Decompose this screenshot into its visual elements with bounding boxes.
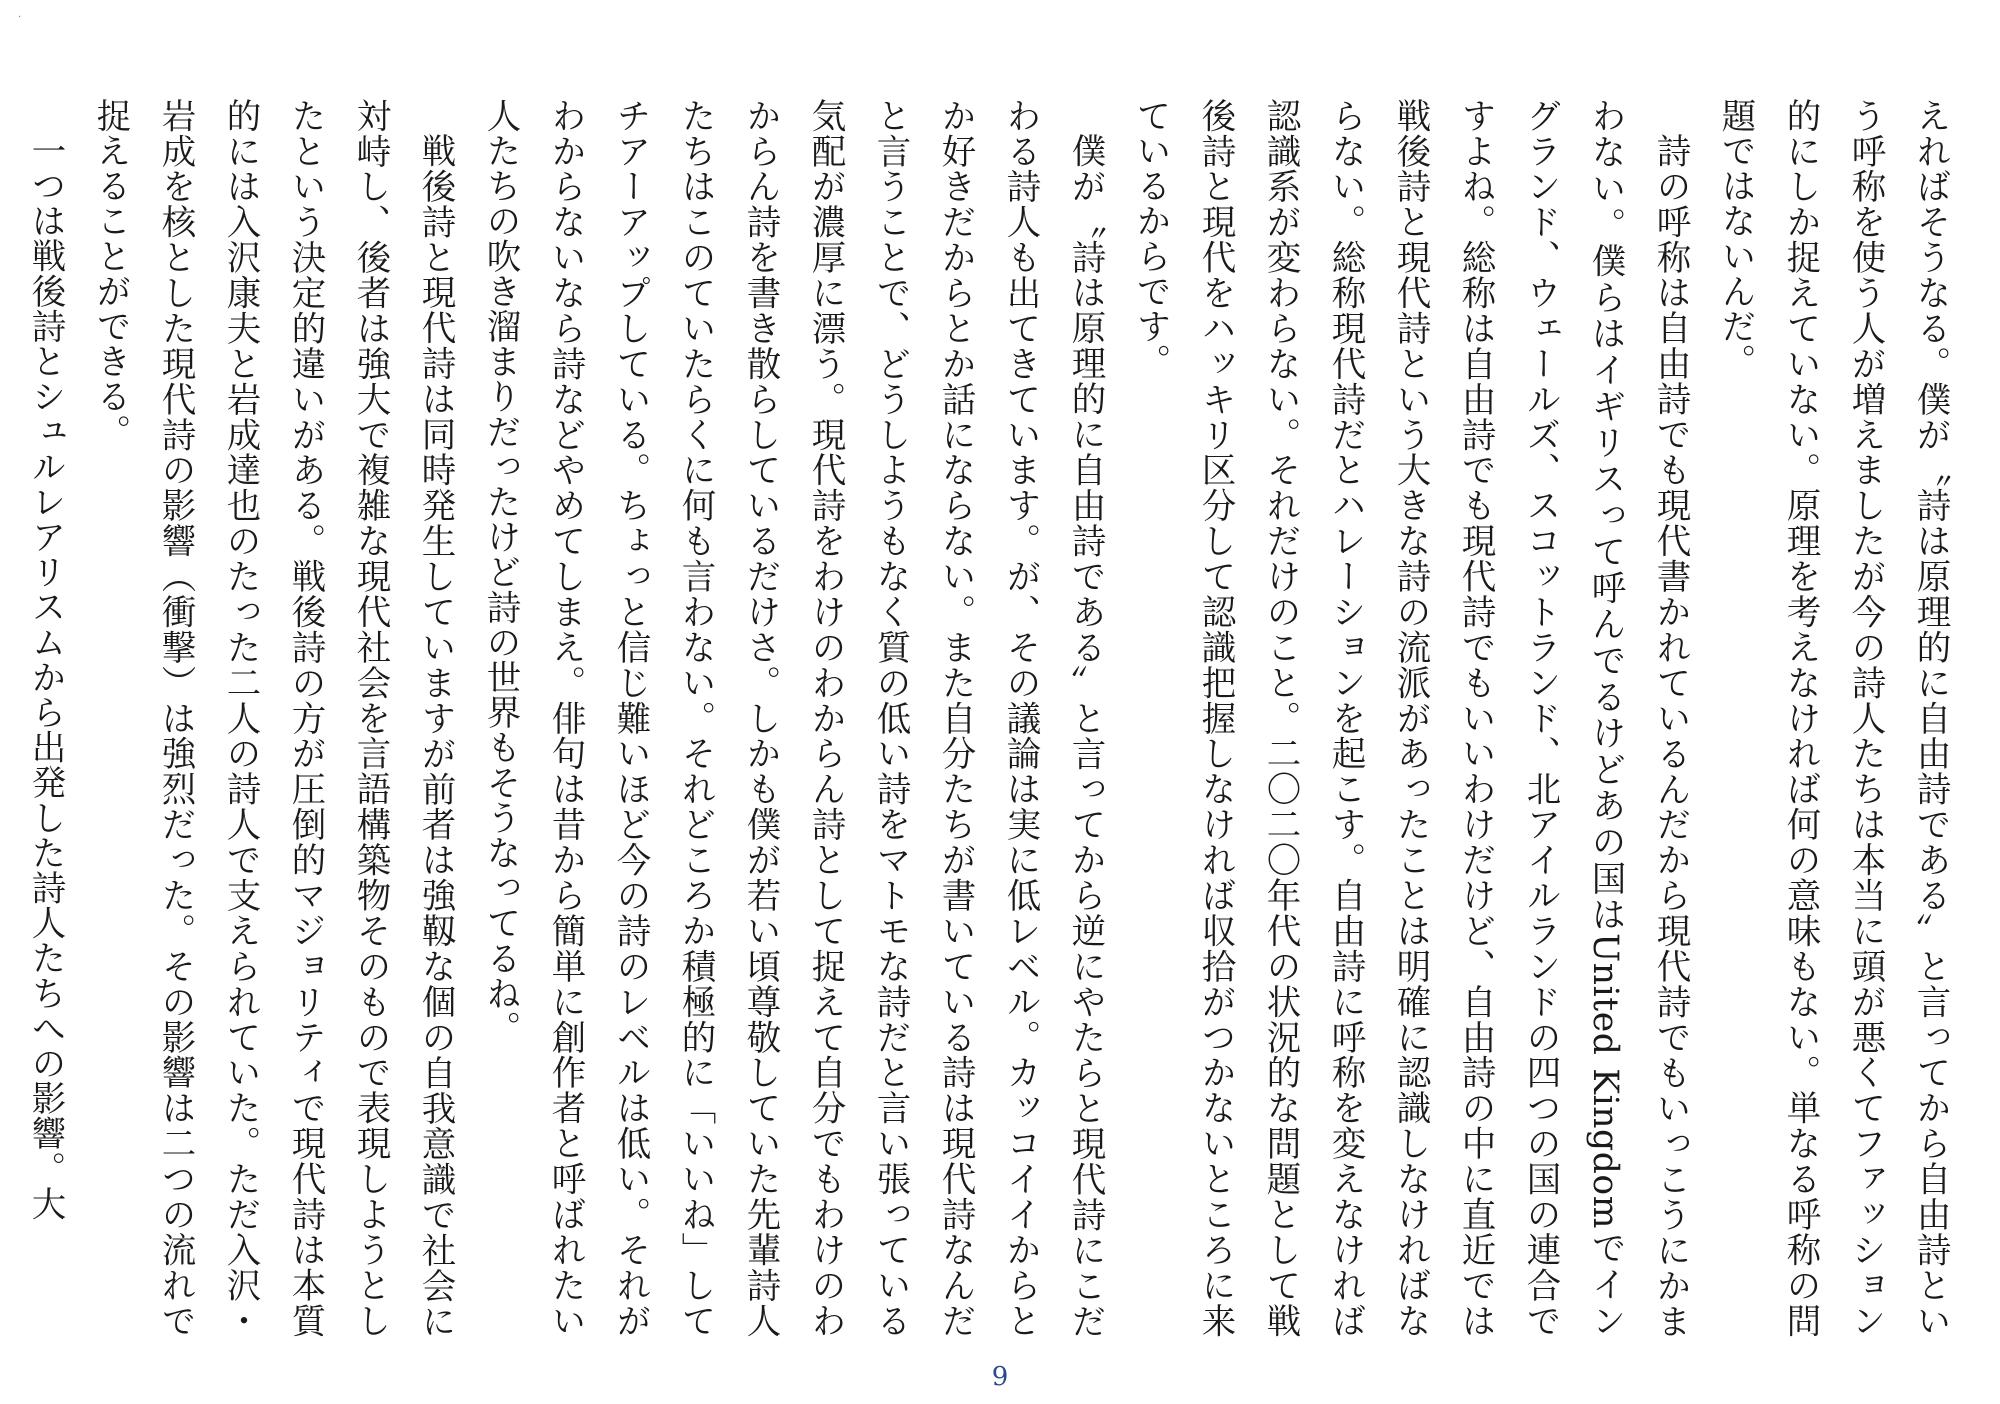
corner-mark: · bbox=[18, 12, 22, 23]
paragraph-2: 詩の呼称は自由詩でも現代書かれているんだから現代詩でもいっこうにかまわない。僕らはイギリスって呼んでるけどあの国はUnited Kingdomでイングランド、ウェールズ、スコットランド、北アイルランドの四つの国の連合ですよね。総称は自由詩でも現代詩でもいいわけだけど、自由詩の中に直近では戦後詩と現代詩という大きな詩の流派があったことは明確に認識しなければならない。総称現代詩だとハレーションを起こす。自由詩に呼称を変えなければ認識系が変わらない。それだけのこと。二〇二〇年代の状況的な問題として戦後詩と現代をハッキリ区分して認識把握しなければ収拾がつかないところに来ているからです。 bbox=[1130, 98, 1690, 1338]
vertical-text-body bbox=[25, 98, 1962, 1338]
paragraph-3: 僕が〝詩は原理的に自由詩である〟と言ってから逆にやたらと現代詩にこだわる詩人も出てきています。が、その議論は実に低レベル。カッコイイからとか好きだからとか話にならない。また自分たちが書いている詩は現代詩なんだと言うことで、どうしようもなく質の低い詩をマトモな詩だと言い張っている気配が濃厚に漂う。現代詩をわけのわからん詩として捉えて自分でもわけのわからん詩を書き散らしているだけさ。しかも僕が若い頃尊敬していた先輩詩人たちはこのていたらくに何も言わない。それどころか積極的に「いいね」してチアーアップしている。ちょっと信じ難いほど今の詩のレベルは低い。それがわからないなら詩などやめてしまえ。俳句は昔から簡単に創作者と呼ばれたい人たちの吹き溜まりだったけど詩の世界もそうなってるね。 bbox=[480, 98, 1105, 1338]
paragraph-4: 戦後詩と現代詩は同時発生していますが前者は強靱な個の自我意識で社会に対峙し、後者は強大で複雑な現代社会を言語構築物そのもので表現しようとしたという決定的違いがある。戦後詩の方が圧倒的マジョリティで現代詩は本質的には入沢康夫と岩成達也のたった二人の詩人で支えられていた。ただ入沢・岩成を核とした現代詩の影響（衝撃）は強烈だった。その影響は二つの流れで捉えることができる。 bbox=[90, 98, 455, 1338]
paragraph-5: 一つは戦後詩とシュルレアリスムから出発した詩人たちへの影響。大 bbox=[25, 132, 65, 1221]
page-number: 9 bbox=[991, 1362, 1009, 1392]
paragraph-1: えればそうなる。僕が〝詩は原理的に自由詩である〟と言ってから自由詩という呼称を使う人が増えましたが今の詩人たちは本当に頭が悪くてファッション的にしか捉えていない。原理を考えなければ何の意味もない。単なる呼称の問題ではないんだ。 bbox=[1715, 98, 1950, 1338]
